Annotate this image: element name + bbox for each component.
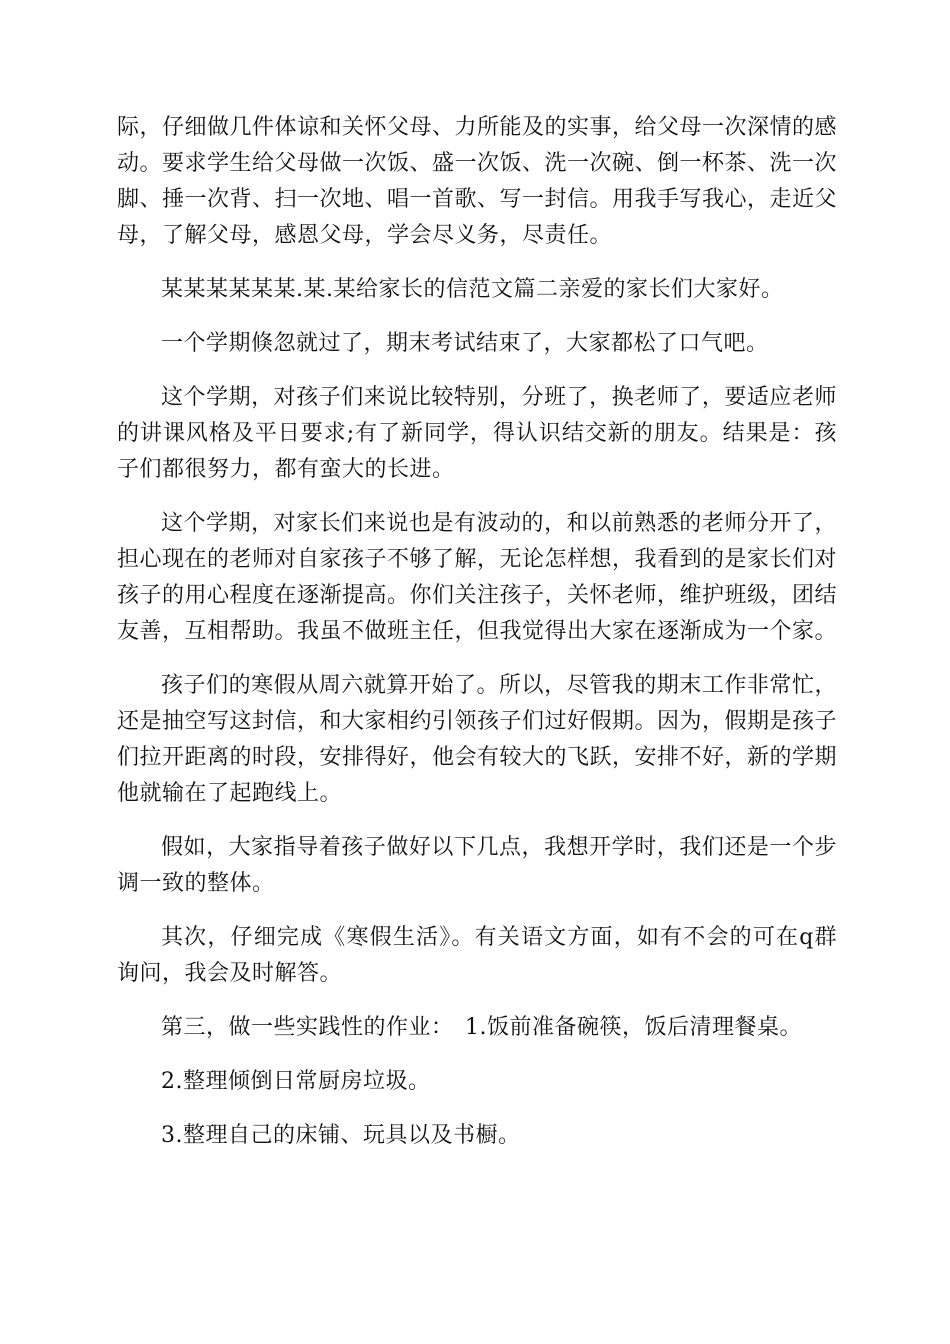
paragraph-continuation: 际，仔细做几件体谅和关怀父母、力所能及的实事，给父母一次深情的感动。要求学生给父母做一次饭、盛一次饭、洗一次碗、倒一杯茶、洗一次脚、捶一次背、扫一次地、唱一首歌、写一封信。用我手写我心，走近父母，了解父母，感恩父母，学会尽义务，尽责任。 bbox=[117, 115, 838, 248]
paragraph-letter-heading: 某某某某某某.某.某给家长的信范文篇二亲爱的家长们大家好。 bbox=[161, 277, 784, 302]
list-item: 2.整理倾倒日常厨房垃圾。 bbox=[161, 1069, 431, 1094]
paragraph: 这个学期，对家长们来说也是有波动的，和以前熟悉的老师分开了，担心现在的老师对自家孩子不够了解，无论怎样想，我看到的是家长们对孩子的用心程度在逐渐提高。你们关注孩子，关怀老师，维护班级，团结友善，互相帮助。我虽不做班主任，但我觉得出大家在逐渐成为一个家。 bbox=[117, 511, 838, 644]
paragraph: 这个学期，对孩子们来说比较特别，分班了，换老师了，要适应老师的讲课风格及平日要求;有了新同学，得认识结交新的朋友。结果是：孩子们都很努力，都有蛮大的长进。 bbox=[117, 385, 837, 482]
paragraph: 一个学期倏忽就过了，期末考试结束了，大家都松了口气吧。 bbox=[161, 331, 769, 356]
list-item: 第三，做一些实践性的作业： 1.饭前准备碗筷，饭后清理餐桌。 bbox=[161, 1015, 802, 1040]
list-item: 3.整理自己的床铺、玩具以及书橱。 bbox=[161, 1123, 521, 1148]
paragraph: 假如，大家指导着孩子做好以下几点，我想开学时，我们还是一个步调一致的整体。 bbox=[117, 835, 837, 896]
paragraph: 其次，仔细完成《寒假生活》。有关语文方面，如有不会的可在q群询问，我会及时解答。 bbox=[117, 925, 837, 986]
document-body bbox=[117, 110, 837, 1172]
paragraph: 孩子们的寒假从周六就算开始了。所以，尽管我的期末工作非常忙，还是抽空写这封信，和大家相约引领孩子们过好假期。因为，假期是孩子们拉开距离的时段，安排得好，他会有较大的飞跃，安排不好，新的学期他就输在了起跑线上。 bbox=[117, 673, 838, 806]
